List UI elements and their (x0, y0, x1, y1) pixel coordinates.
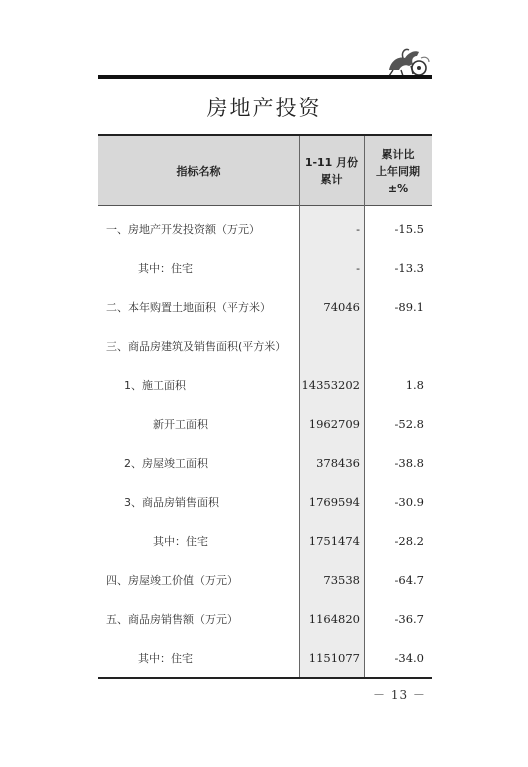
row-yoy-value: -13.3 (394, 261, 424, 275)
header-yoy-line3: ±% (387, 181, 409, 195)
header-yoy-line1: 累计比 (381, 147, 415, 161)
header-cumulative-line1: 1-11 月份 (304, 156, 359, 169)
row-label: 其中：住宅 (138, 652, 193, 665)
row-label: 五、商品房销售额（万元） (106, 613, 238, 626)
row-yoy-value: -52.8 (394, 417, 424, 431)
row-label: 四、房屋竣工价值（万元） (106, 574, 238, 587)
data-table (98, 134, 432, 680)
table-row (98, 444, 432, 483)
header-yoy (364, 136, 432, 206)
page-number: － 13 － (373, 688, 426, 702)
row-yoy-value: -15.5 (394, 222, 424, 236)
row-cumulative-value: - (356, 261, 360, 275)
row-label: 其中：住宅 (153, 535, 208, 548)
page-title: 房地产投资 (206, 96, 322, 120)
header-yoy-line2: 上年同期 (376, 164, 420, 178)
row-cumulative-value: 1751474 (308, 534, 360, 548)
table-row (98, 639, 432, 678)
row-label: 其中：住宅 (138, 262, 193, 275)
row-yoy-value: -38.8 (394, 456, 424, 470)
row-cumulative-value: 1151077 (308, 651, 360, 665)
row-label: 新开工面积 (153, 418, 208, 431)
row-yoy-value: -89.1 (394, 300, 424, 314)
table-row (98, 249, 432, 288)
row-cumulative-value: - (356, 222, 360, 236)
row-yoy-value: -30.9 (394, 495, 424, 509)
table-bottom-rule (98, 677, 432, 679)
row-yoy-value: -34.0 (394, 651, 424, 665)
row-yoy-value: 1.8 (405, 378, 424, 392)
table-row (98, 522, 432, 561)
row-yoy-value: -64.7 (394, 573, 424, 587)
table-row (98, 366, 432, 405)
header-indicator-name-text: 指标名称 (176, 164, 221, 178)
row-yoy-value: -36.7 (394, 612, 424, 626)
row-label: 三、商品房建筑及销售面积(平方米） (106, 340, 287, 353)
header-cumulative-line2: 累计 (320, 173, 343, 186)
row-label: 3、商品房销售面积 (124, 496, 219, 509)
row-cumulative-value: 1962709 (308, 417, 360, 431)
table-row (98, 288, 432, 327)
row-cumulative-value: 1164820 (308, 612, 360, 626)
row-cumulative-value: 74046 (323, 300, 360, 314)
row-cumulative-value: 1769594 (308, 495, 360, 509)
row-label: 一、房地产开发投资额（万元） (106, 223, 260, 236)
table-row (98, 405, 432, 444)
row-cumulative-value: 14353202 (301, 378, 360, 392)
table-row (98, 600, 432, 639)
header-indicator-name (98, 136, 299, 206)
table-row (98, 561, 432, 600)
header-rule (98, 75, 432, 79)
row-cumulative-value: 378436 (316, 456, 360, 470)
table-row (98, 483, 432, 522)
horse-carriage-logo-icon (383, 44, 431, 78)
row-cumulative-value: 73538 (323, 573, 360, 587)
row-label: 2、房屋竣工面积 (124, 457, 208, 470)
row-label: 1、施工面积 (124, 379, 186, 392)
table-row (98, 327, 432, 366)
header-cumulative (299, 136, 364, 206)
table-row (98, 210, 432, 249)
row-label: 二、本年购置土地面积（平方米） (106, 301, 271, 314)
row-yoy-value: -28.2 (394, 534, 424, 548)
